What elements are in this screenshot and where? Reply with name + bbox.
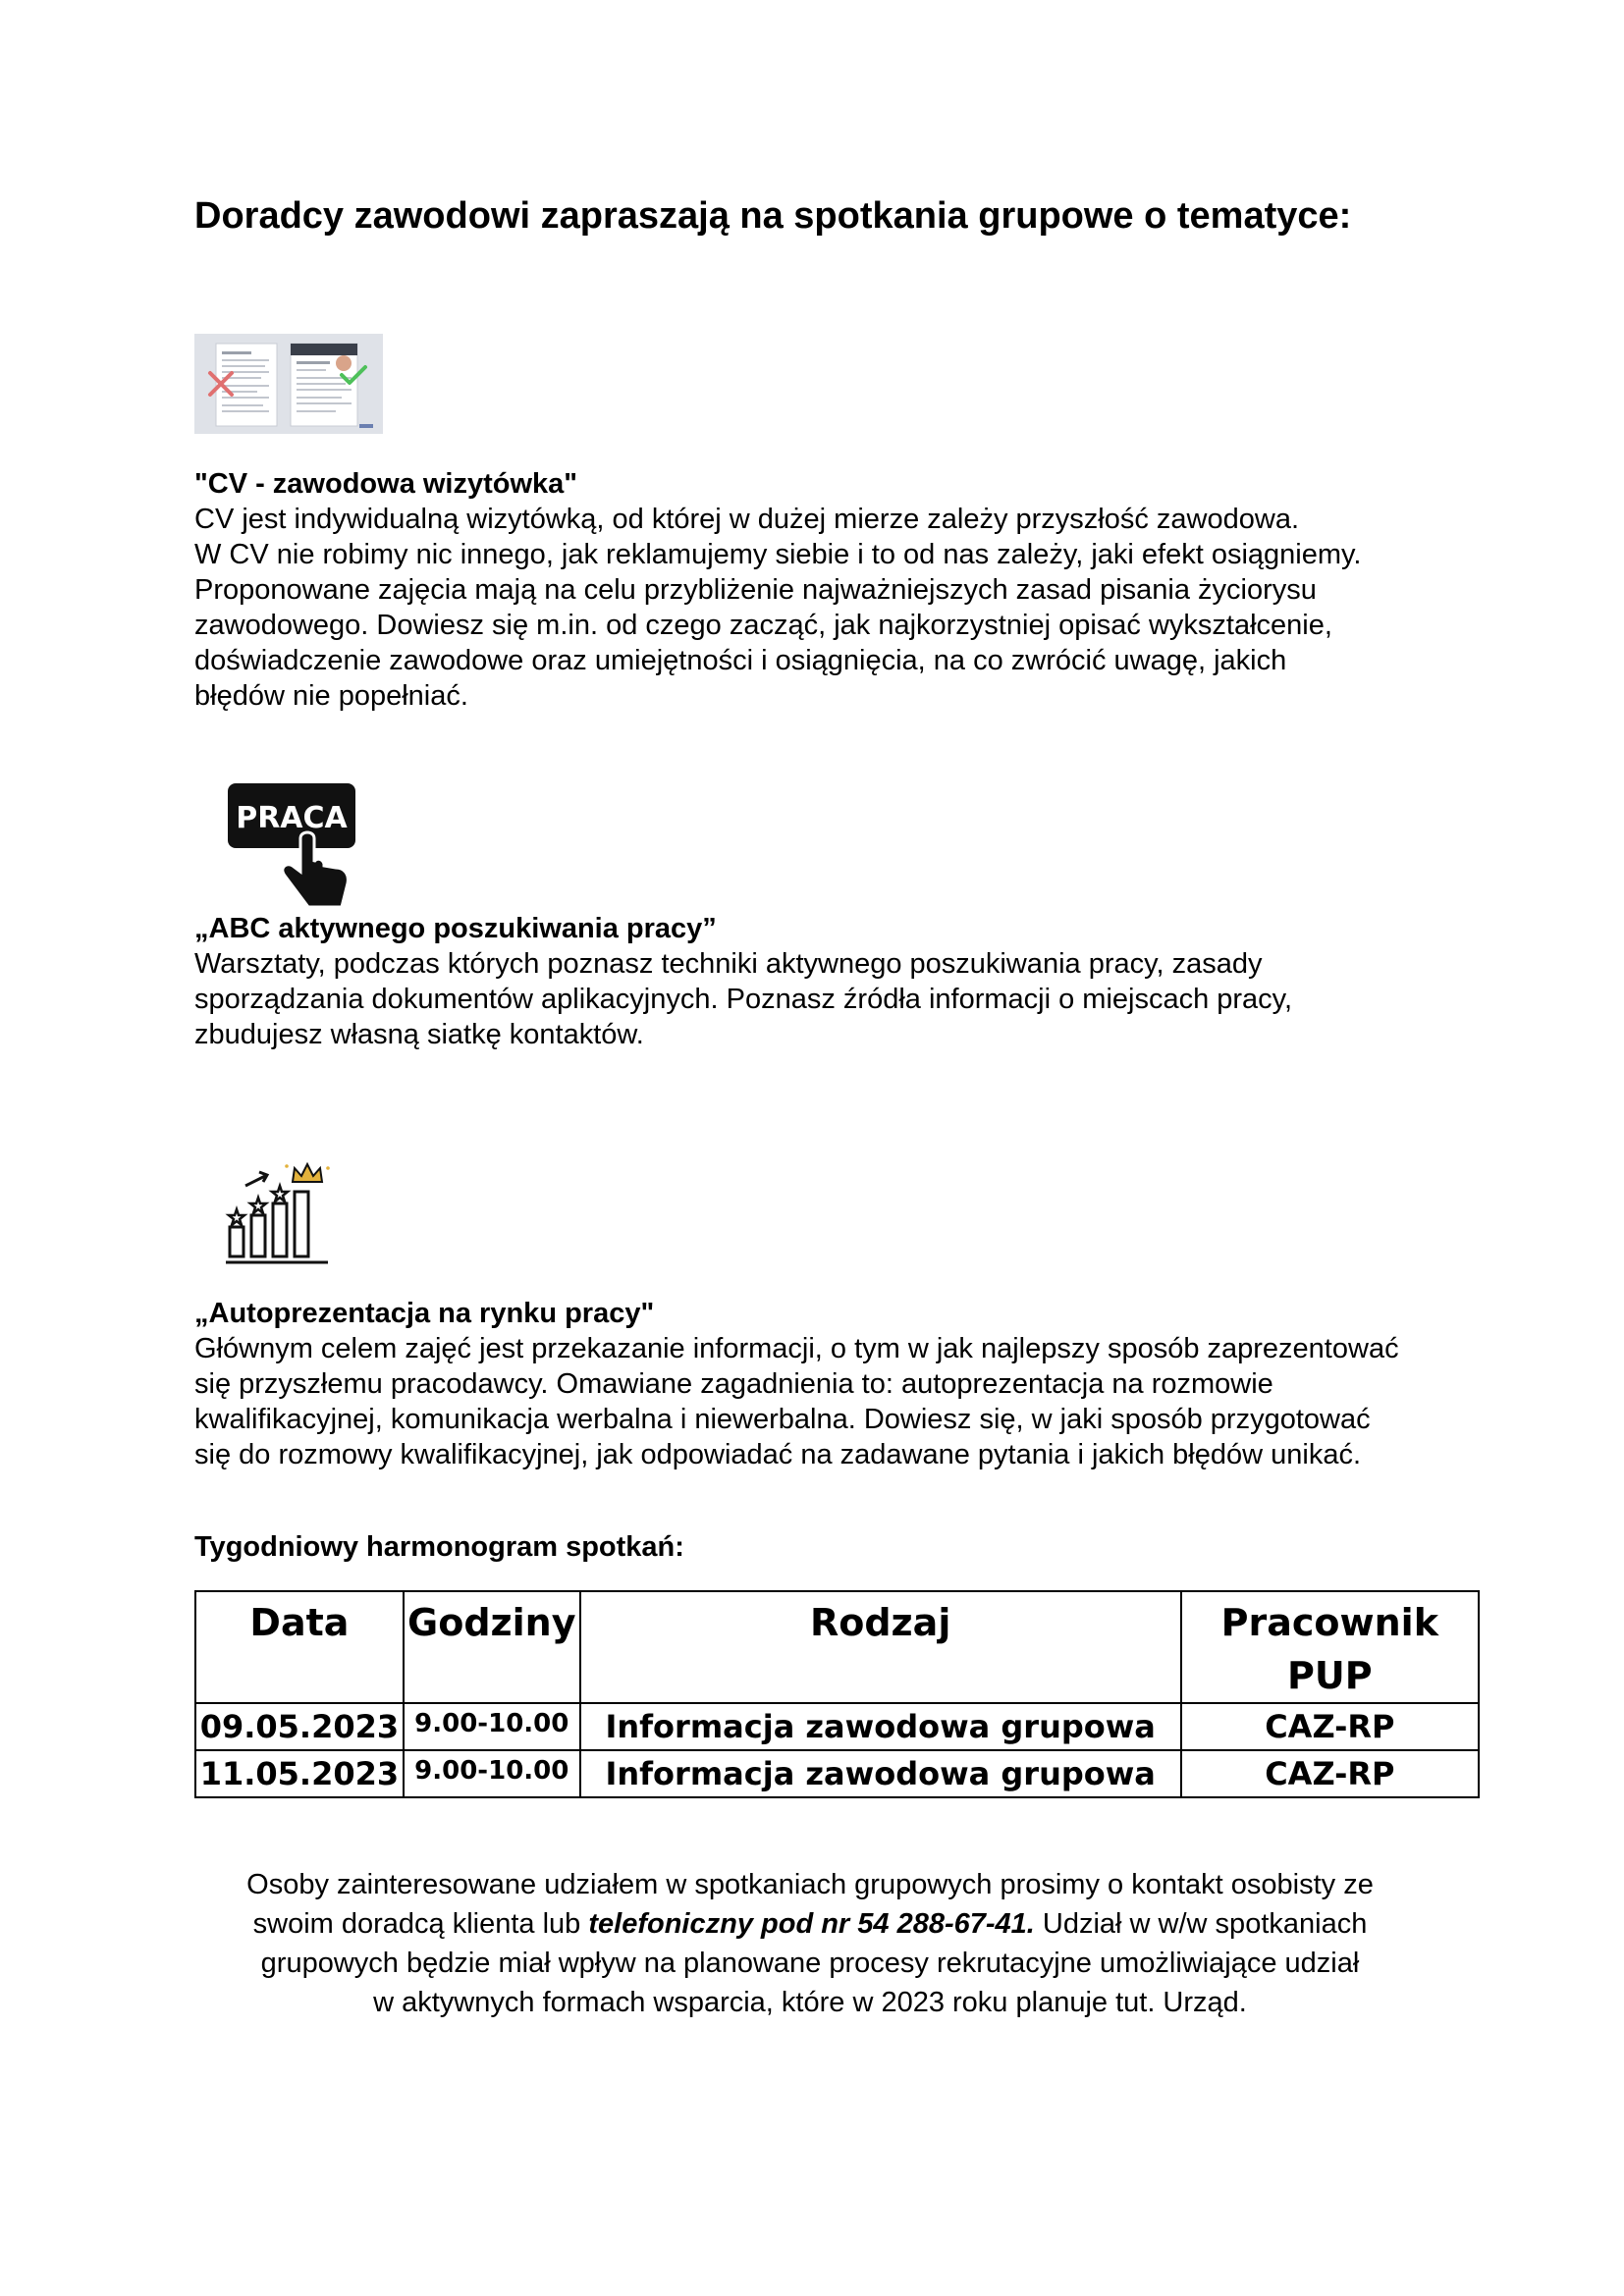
footer-text: Udział w w/w spotkaniach (1034, 1908, 1368, 1940)
column-header-hours: Godziny (404, 1591, 580, 1703)
body-line: się do rozmowy kwalifikacyjnej, jak odpowiadać na zadawane pytania i jakich błędów unikać. (194, 1439, 1362, 1470)
body-line: doświadczenie zawodowe oraz umiejętności i osiągnięcia, na co zwrócić uwagę, jakich (194, 645, 1287, 676)
table-header-row (195, 1591, 1479, 1703)
footer-note (157, 1865, 1463, 2022)
section-title: „Autoprezentacja na rynku pracy" (194, 1298, 655, 1329)
praca-label: PRACA (236, 801, 348, 835)
cell-date: 09.05.2023 (195, 1703, 404, 1750)
cell-hours: 9.00-10.00 (404, 1750, 580, 1797)
footer-line (157, 1904, 1463, 1944)
column-header-date: Data (195, 1591, 404, 1703)
body-line: sporządzania dokumentów aplikacyjnych. Poznasz źródła informacji o miejscach pracy, (194, 984, 1293, 1015)
column-header-staff: Pracownik PUP (1181, 1591, 1479, 1703)
column-header-type: Rodzaj (580, 1591, 1181, 1703)
footer-line: grupowych będzie miał wpływ na planowane procesy rekrutacyjne umożliwiające udział (260, 1948, 1360, 1979)
footer-line: Osoby zainteresowane udziałem w spotkaniach grupowych prosimy o kontakt osobisty ze (246, 1869, 1374, 1900)
career-growth-icon (224, 1158, 342, 1266)
cell-hours: 9.00-10.00 (404, 1703, 580, 1750)
section-self-presentation (194, 1296, 1500, 1472)
body-line: CV jest indywidualną wizytówką, od której w dużej mierze zależy przyszłość zawodowa. (194, 504, 1300, 535)
table-row (195, 1703, 1479, 1750)
body-line: błędów nie popełniać. (194, 680, 468, 712)
section-job-search (194, 911, 1500, 1052)
cell-staff: CAZ-RP (1181, 1750, 1479, 1797)
schedule-heading: Tygodniowy harmonogram spotkań: (194, 1531, 684, 1563)
footer-line: w aktywnych formach wsparcia, które w 2023 roku planuje tut. Urząd. (373, 1987, 1247, 2018)
section-cv (194, 466, 1500, 714)
section-body (194, 502, 1500, 714)
footer-text: swoim doradcą klienta lub (252, 1908, 589, 1940)
body-line: zbudujesz własną siatkę kontaktów. (194, 1019, 644, 1050)
body-line: kwalifikacyjnej, komunikacja werbalna i niewerbalna. Dowiesz się, w jaki sposób przygotować (194, 1404, 1371, 1435)
cell-type: Informacja zawodowa grupowa (580, 1750, 1181, 1797)
cv-comparison-icon (194, 334, 383, 434)
section-body (194, 946, 1500, 1052)
cell-staff: CAZ-RP (1181, 1703, 1479, 1750)
schedule-table (194, 1590, 1480, 1798)
section-title: "CV - zawodowa wizytówka" (194, 468, 578, 500)
praca-click-icon (224, 781, 361, 915)
cell-type: Informacja zawodowa grupowa (580, 1703, 1181, 1750)
body-line: W CV nie robimy nic innego, jak reklamujemy siebie i to od nas zależy, jaki efekt osiągniemy. (194, 539, 1362, 570)
body-line: zawodowego. Dowiesz się m.in. od czego zacząć, jak najkorzystniej opisać wykształcenie, (194, 610, 1332, 641)
phone-number: telefoniczny pod nr 54 288-67-41. (588, 1908, 1035, 1940)
body-line: Proponowane zajęcia mają na celu przybliżenie najważniejszych zasad pisania życiorysu (194, 574, 1317, 606)
section-title: „ABC aktywnego poszukiwania pracy” (194, 913, 717, 944)
section-body (194, 1331, 1500, 1472)
body-line: Głównym celem zajęć jest przekazanie informacji, o tym w jak najlepszy sposób zaprezentować (194, 1333, 1399, 1364)
table-row (195, 1750, 1479, 1797)
cell-date: 11.05.2023 (195, 1750, 404, 1797)
body-line: Warsztaty, podczas których poznasz techniki aktywnego poszukiwania pracy, zasady (194, 948, 1263, 980)
page-title: Doradcy zawodowi zapraszają na spotkania grupowe o tematyce: (194, 195, 1352, 237)
body-line: się przyszłemu pracodawcy. Omawiane zagadnienia to: autoprezentacja na rozmowie (194, 1368, 1273, 1400)
